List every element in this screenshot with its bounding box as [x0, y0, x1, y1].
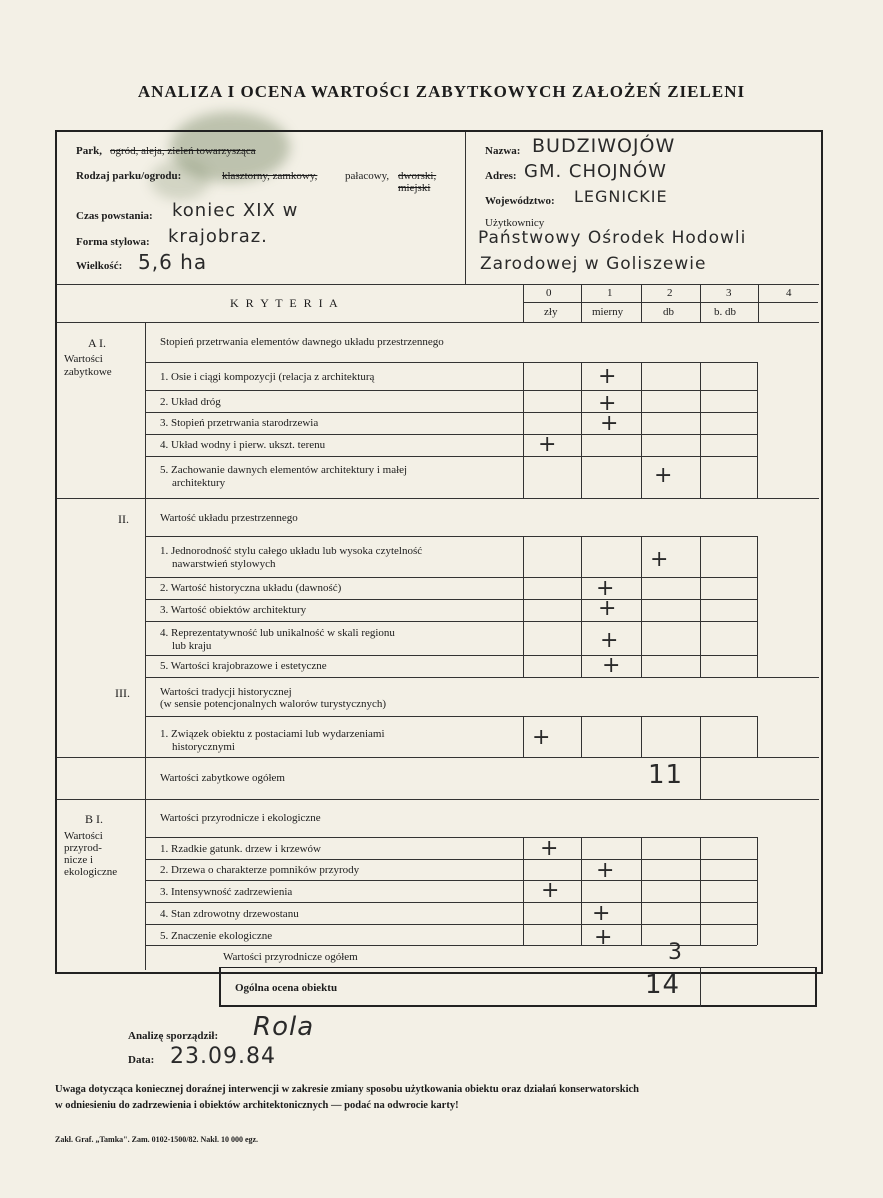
row-line — [145, 924, 757, 925]
a1-item-5: 5. Zachowanie dawnych elementów architektury i małej — [160, 464, 408, 476]
printer-footer: Zakł. Graf. „Tamka". Zam. 0102-1500/82. Nakł. 10 000 egz. — [55, 1135, 259, 1144]
uzyt-value-2: Zarodowej w Goliszewie — [480, 254, 707, 274]
adres-label: Adres: — [485, 170, 517, 182]
row-line — [145, 859, 757, 860]
a2-item-5: 5. Wartości krajobrazowe i estetyczne — [160, 660, 327, 672]
col-line — [700, 284, 701, 322]
col-line — [641, 284, 642, 322]
czas-value: koniec XIX w — [172, 200, 299, 221]
a-total-label: Wartości zabytkowe ogółem — [160, 772, 285, 784]
row-line — [145, 880, 757, 881]
row-line — [145, 599, 757, 600]
row-line — [145, 434, 757, 435]
rodzaj-label: Rodzaj parku/ogrodu: — [76, 170, 182, 182]
b-item-2: 2. Drzewa o charakterze pomników przyrody — [160, 864, 360, 876]
a2-item-3: 3. Wartość obiektów architektury — [160, 604, 307, 616]
b-head: Wartości przyrodnicze i ekologiczne — [160, 812, 321, 824]
col-line — [757, 362, 758, 498]
section-a-code: A I. — [88, 336, 106, 350]
col-line — [581, 716, 582, 757]
a2-item-1b: nawarstwień stylowych — [172, 558, 276, 570]
a1-item-4: 4. Układ wodny i pierw. ukszt. terenu — [160, 439, 326, 451]
uzyt-label: Użytkownicy — [485, 217, 545, 229]
wielkosc-value: 5,6 ha — [138, 250, 208, 274]
section-b-name-2: przyrod- — [64, 842, 102, 854]
row-line — [145, 837, 757, 838]
section-a-name: Wartości zabytkowe — [64, 353, 112, 378]
col-num-4: 4 — [786, 287, 792, 299]
b-total-value: 3 — [668, 940, 683, 965]
col-line — [700, 716, 701, 757]
form-title: ANALIZA I OCENA WARTOŚCI ZABYTKOWYCH ZAŁOŻEŃ ZIELENI — [137, 82, 746, 101]
section-b-name-1: Wartości — [64, 830, 103, 842]
section-b-name-4: ekologiczne — [64, 866, 118, 878]
col-line — [641, 536, 642, 677]
col-line — [523, 284, 524, 322]
col-num-2: 2 — [667, 287, 673, 299]
col-line — [641, 362, 642, 498]
col-num-0: 0 — [546, 287, 552, 299]
criteria-title: K R Y T E R I A — [230, 296, 340, 310]
b-item-1: 1. Rzadkie gatunk. drzew i krzewów — [160, 843, 321, 855]
park-label: Park, — [76, 145, 102, 157]
woj-label: Województwo: — [485, 195, 555, 207]
row-line — [145, 362, 757, 363]
col-line — [581, 536, 582, 677]
row-line — [145, 412, 757, 413]
col-line — [523, 837, 524, 945]
mark-a2-5: + — [602, 653, 621, 678]
a2-item-4b: lub kraju — [172, 640, 212, 652]
col-line — [757, 536, 758, 677]
a1-head: Stopień przetrwania elementów dawnego układu przestrzennego — [160, 336, 444, 348]
row-line — [57, 799, 819, 800]
b-item-5: 5. Znaczenie ekologiczne — [160, 930, 273, 942]
col-line — [641, 837, 642, 945]
col-line — [523, 362, 524, 498]
row-line — [145, 536, 757, 537]
a1-item-2: 2. Układ dróg — [160, 396, 221, 408]
col-line — [700, 757, 701, 799]
col-line — [581, 362, 582, 498]
overall-value: 14 — [645, 970, 681, 1000]
mark-a1-2: + — [598, 391, 617, 416]
row-line — [145, 902, 757, 903]
row-line — [145, 655, 757, 656]
rodzaj-struck: klasztorny, zamkowy, — [222, 170, 318, 182]
col-line — [581, 284, 582, 322]
a3-item-1: 1. Związek obiektu z postaciami lub wydarzeniami — [160, 728, 385, 740]
row-line — [145, 716, 757, 717]
a2-item-4: 4. Reprezentatywność lub unikalność w skali regionu — [160, 627, 395, 639]
col-line — [700, 362, 701, 498]
mark-a3-1: + — [532, 725, 551, 750]
col-line — [758, 284, 759, 322]
b-item-3: 3. Intensywność zadrzewienia — [160, 886, 293, 898]
a1-item-5b: architektury — [172, 477, 226, 489]
a3-item-1b: historycznymi — [172, 741, 235, 753]
a3-head-1: Wartości tradycji historycznej — [160, 686, 292, 698]
nazwa-label: Nazwa: — [485, 145, 521, 157]
divider — [145, 322, 146, 970]
note-line-1: Uwaga dotycząca koniecznej doraźnej interwencji w zakresie zmiany sposobu użytkowania obiektu oraz działań konserwatorskich — [55, 1084, 639, 1095]
col-label-0: zły — [544, 306, 558, 318]
forma-value: krajobraz. — [168, 226, 268, 247]
col-line — [757, 837, 758, 945]
mark-a1-4: + — [538, 432, 557, 457]
rodzaj-struck-2: dworski, miejski — [398, 170, 437, 194]
note-line-2: w odniesieniu do zadrzewienia i obiektów architektonicznych — podać na odwrocie karty! — [55, 1100, 459, 1111]
mark-b-1: + — [540, 836, 559, 861]
a-total-value: 11 — [648, 760, 684, 790]
divider — [465, 132, 466, 284]
rodzaj-plain: pałacowy, — [345, 170, 390, 182]
mark-b-2: + — [596, 858, 615, 883]
woj-value: LEGNICKIE — [574, 187, 668, 206]
col-line — [523, 716, 524, 757]
row-line — [145, 945, 757, 946]
wielkosc-label: Wielkość: — [76, 260, 123, 272]
row-line — [145, 456, 757, 457]
b-total-label: Wartości przyrodnicze ogółem — [223, 951, 358, 963]
divider — [57, 322, 819, 323]
row-line — [145, 390, 757, 391]
a1-item-3: 3. Stopień przetrwania starodrzewia — [160, 417, 319, 429]
row-line — [57, 498, 819, 499]
date-value: 23.09.84 — [170, 1044, 276, 1069]
b-item-4: 4. Stan zdrowotny drzewostanu — [160, 908, 299, 920]
a3-head-2: (w sensie potencjonalnych walorów turystycznych) — [160, 698, 387, 710]
author-label: Analizę sporządził: — [128, 1030, 219, 1042]
mark-a2-2: + — [596, 576, 615, 601]
date-label: Data: — [128, 1054, 155, 1066]
mark-a2-3: + — [598, 596, 617, 621]
col-line — [700, 837, 701, 945]
adres-value: GM. CHOJNÓW — [524, 161, 667, 182]
section-b-name-3: nicze i — [64, 854, 94, 866]
nazwa-value: BUDZIWOJÓW — [532, 135, 676, 157]
a2-head: Wartość układu przestrzennego — [160, 512, 298, 524]
row-line — [57, 757, 819, 758]
col-line — [581, 837, 582, 945]
section-b-code: B I. — [85, 812, 103, 826]
mark-b-3: + — [541, 878, 560, 903]
row-line — [145, 621, 757, 622]
a2-code: II. — [118, 512, 129, 526]
mark-b-4: + — [592, 901, 611, 926]
czas-label: Czas powstania: — [76, 210, 153, 222]
mark-a2-4: + — [600, 628, 619, 653]
col-line — [700, 967, 701, 1007]
author-signature: Rola — [253, 1012, 315, 1042]
mark-a1-5: + — [654, 463, 673, 488]
a1-item-1: 1. Osie i ciągi kompozycji (relacja z architekturą — [160, 371, 375, 383]
col-line — [757, 716, 758, 757]
col-label-3: b. db — [714, 306, 736, 318]
a2-item-1: 1. Jednorodność stylu całego układu lub wysoka czytelność — [160, 545, 423, 557]
col-line — [641, 716, 642, 757]
mark-a2-1: + — [650, 547, 669, 572]
col-line — [523, 536, 524, 677]
divider — [523, 302, 818, 303]
col-label-1: mierny — [592, 306, 624, 318]
col-line — [700, 536, 701, 677]
mark-a1-1: + — [598, 364, 617, 389]
uzyt-value-1: Państwowy Ośrodek Hodowli — [478, 228, 747, 248]
mark-b-5: + — [594, 925, 613, 950]
mark-a1-3: + — [600, 411, 619, 436]
a3-code: III. — [115, 686, 130, 700]
overall-label: Ogólna ocena obiektu — [235, 982, 338, 994]
forma-label: Forma stylowa: — [76, 236, 150, 248]
park-struck: ogród, aleja, zieleń towarzysząca — [110, 145, 256, 157]
row-line — [145, 577, 757, 578]
row-line — [145, 677, 819, 678]
col-label-2: db — [663, 306, 674, 318]
divider — [57, 284, 819, 285]
a2-item-2: 2. Wartość historyczna układu (dawność) — [160, 582, 342, 594]
col-num-3: 3 — [726, 287, 732, 299]
col-num-1: 1 — [607, 287, 613, 299]
